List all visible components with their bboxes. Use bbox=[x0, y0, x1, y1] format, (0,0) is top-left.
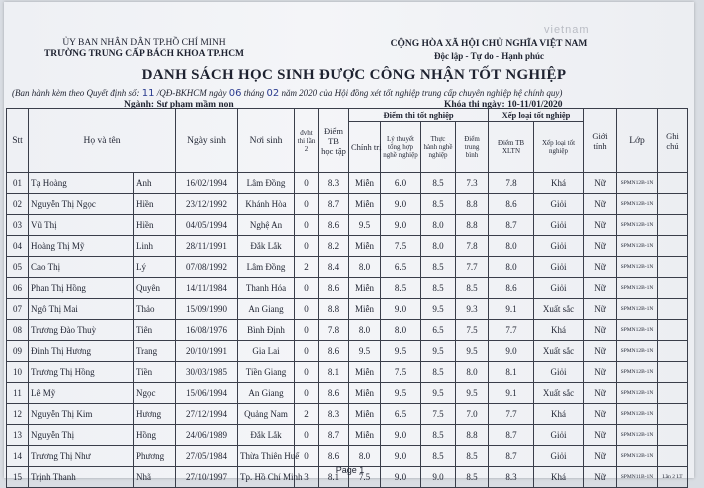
row-avg: 8.6 bbox=[319, 215, 349, 236]
row-note bbox=[658, 320, 688, 341]
row-dob: 27/12/1994 bbox=[176, 404, 238, 425]
row-exam-avg: 8.5 bbox=[456, 446, 489, 467]
row-retake: 0 bbox=[295, 362, 319, 383]
row-pob: Lâm Đồng bbox=[238, 173, 295, 194]
table-row bbox=[7, 446, 688, 467]
row-first-name: Linh bbox=[134, 236, 176, 257]
row-rank: Xuất sắc bbox=[534, 383, 584, 404]
row-politics: Miễn bbox=[349, 278, 381, 299]
row-note bbox=[658, 236, 688, 257]
col-note: Ghi chú bbox=[658, 109, 688, 173]
row-dob: 14/11/1984 bbox=[176, 278, 238, 299]
row-avg: 8.7 bbox=[319, 194, 349, 215]
row-class: SPMN12B-1N bbox=[617, 446, 658, 467]
row-practice: 9.5 bbox=[421, 299, 456, 320]
row-stt: 14 bbox=[7, 446, 29, 467]
decree-text-1: (Ban hành kèm theo Quyết định số: bbox=[12, 88, 142, 98]
row-last-name: Phan Thị Hồng bbox=[29, 278, 134, 299]
row-stt: 07 bbox=[7, 299, 29, 320]
table-row bbox=[7, 173, 688, 194]
row-xltn: 9.1 bbox=[489, 299, 534, 320]
row-exam-avg: 8.5 bbox=[456, 467, 489, 488]
row-gender: Nữ bbox=[584, 215, 617, 236]
row-practice: 8.5 bbox=[421, 257, 456, 278]
row-retake: 0 bbox=[295, 173, 319, 194]
row-avg: 8.6 bbox=[319, 383, 349, 404]
row-practice: 9.0 bbox=[421, 467, 456, 488]
row-rank: Khá bbox=[534, 404, 584, 425]
row-class: SPMN12B-1N bbox=[617, 236, 658, 257]
row-theory: 6.5 bbox=[381, 404, 421, 425]
row-avg: 7.8 bbox=[319, 320, 349, 341]
row-class: SPMN11B-1N bbox=[617, 467, 658, 488]
row-note bbox=[658, 425, 688, 446]
col-theory: Lý thuyết tổng hợp nghề nghiệp bbox=[381, 122, 421, 173]
row-theory: 9.0 bbox=[381, 194, 421, 215]
row-theory: 9.0 bbox=[381, 446, 421, 467]
row-pob: Tp. Hồ Chí Minh bbox=[238, 467, 295, 488]
motto-line: Độc lập - Tự do - Hạnh phúc bbox=[433, 51, 544, 61]
row-class: SPMN12B-1N bbox=[617, 257, 658, 278]
row-stt: 13 bbox=[7, 425, 29, 446]
row-last-name: Lê Mỹ bbox=[29, 383, 134, 404]
watermark-text: vietnam bbox=[544, 24, 590, 36]
table-row bbox=[7, 215, 688, 236]
row-gender: Nữ bbox=[584, 257, 617, 278]
row-dob: 16/08/1976 bbox=[176, 320, 238, 341]
row-avg: 8.4 bbox=[319, 257, 349, 278]
row-first-name: Hồng bbox=[134, 425, 176, 446]
table-row bbox=[7, 278, 688, 299]
row-last-name: Trịnh Thanh bbox=[29, 467, 134, 488]
row-exam-avg: 9.5 bbox=[456, 341, 489, 362]
row-politics: 8.0 bbox=[349, 257, 381, 278]
row-first-name: Hương bbox=[134, 404, 176, 425]
row-last-name: Trương Thị Như bbox=[29, 446, 134, 467]
row-first-name: Phương bbox=[134, 446, 176, 467]
col-exam-avg: Điểm trung bình bbox=[456, 122, 489, 173]
col-avg: Điểm TB học tập bbox=[319, 109, 349, 173]
row-xltn: 8.6 bbox=[489, 278, 534, 299]
row-rank: Giỏi bbox=[534, 257, 584, 278]
row-stt: 12 bbox=[7, 404, 29, 425]
row-gender: Nữ bbox=[584, 362, 617, 383]
row-politics: 7.5 bbox=[349, 467, 381, 488]
row-avg: 8.6 bbox=[319, 446, 349, 467]
row-first-name: Hiền bbox=[134, 215, 176, 236]
row-retake: 0 bbox=[295, 278, 319, 299]
row-theory: 8.5 bbox=[381, 278, 421, 299]
row-practice: 8.0 bbox=[421, 215, 456, 236]
row-politics: Miễn bbox=[349, 404, 381, 425]
row-class: SPMN12B-1N bbox=[617, 383, 658, 404]
decree-text-2: /QĐ-BKHCM ngày bbox=[154, 88, 229, 98]
row-theory: 6.0 bbox=[381, 173, 421, 194]
row-dob: 20/10/1991 bbox=[176, 341, 238, 362]
row-xltn: 8.7 bbox=[489, 446, 534, 467]
row-xltn: 7.7 bbox=[489, 404, 534, 425]
row-exam-avg: 7.0 bbox=[456, 404, 489, 425]
row-xltn: 8.7 bbox=[489, 215, 534, 236]
row-retake: 0 bbox=[295, 215, 319, 236]
row-rank: Giỏi bbox=[534, 215, 584, 236]
row-gender: Nữ bbox=[584, 236, 617, 257]
row-retake: 0 bbox=[295, 446, 319, 467]
row-pob: Nghệ An bbox=[238, 215, 295, 236]
row-dob: 23/12/1992 bbox=[176, 194, 238, 215]
row-gender: Nữ bbox=[584, 425, 617, 446]
row-last-name: Trương Thị Hồng bbox=[29, 362, 134, 383]
row-pob: Thanh Hóa bbox=[238, 278, 295, 299]
row-first-name: Hiền bbox=[134, 194, 176, 215]
row-rank: Giỏi bbox=[534, 278, 584, 299]
row-note bbox=[658, 215, 688, 236]
row-xltn: 8.6 bbox=[489, 194, 534, 215]
row-note: Lần 2 LT bbox=[658, 467, 688, 488]
row-rank: Xuất sắc bbox=[534, 341, 584, 362]
table-row bbox=[7, 341, 688, 362]
row-avg: 8.1 bbox=[319, 362, 349, 383]
row-avg: 8.8 bbox=[319, 299, 349, 320]
decree-day: 06 bbox=[228, 88, 242, 99]
row-first-name: Nhã bbox=[134, 467, 176, 488]
row-pob: Quảng Nam bbox=[238, 404, 295, 425]
row-first-name: Trang bbox=[134, 341, 176, 362]
row-practice: 8.5 bbox=[421, 425, 456, 446]
row-last-name: Tạ Hoàng bbox=[29, 173, 134, 194]
row-theory: 9.0 bbox=[381, 467, 421, 488]
row-dob: 15/09/1990 bbox=[176, 299, 238, 320]
row-note bbox=[658, 383, 688, 404]
row-theory: 9.0 bbox=[381, 425, 421, 446]
row-exam-avg: 9.5 bbox=[456, 383, 489, 404]
row-class: SPMN12B-1N bbox=[617, 362, 658, 383]
table-row bbox=[7, 320, 688, 341]
row-xltn: 7.8 bbox=[489, 173, 534, 194]
table-row bbox=[7, 257, 688, 278]
row-practice: 8.0 bbox=[421, 236, 456, 257]
table-row bbox=[7, 404, 688, 425]
row-politics: Miễn bbox=[349, 236, 381, 257]
row-avg: 8.1 bbox=[319, 467, 349, 488]
row-politics: Miễn bbox=[349, 383, 381, 404]
decree-month: 02 bbox=[266, 88, 280, 99]
row-gender: Nữ bbox=[584, 446, 617, 467]
row-theory: 9.5 bbox=[381, 383, 421, 404]
row-rank: Giỏi bbox=[534, 236, 584, 257]
row-last-name: Nguyễn Thị Ngọc bbox=[29, 194, 134, 215]
row-exam-avg: 8.5 bbox=[456, 278, 489, 299]
row-theory: 9.5 bbox=[381, 341, 421, 362]
row-note bbox=[658, 299, 688, 320]
row-retake: 0 bbox=[295, 341, 319, 362]
row-politics: Miễn bbox=[349, 425, 381, 446]
row-note bbox=[658, 278, 688, 299]
col-stt: Stt bbox=[7, 109, 29, 173]
row-retake: 0 bbox=[295, 383, 319, 404]
row-retake: 0 bbox=[295, 236, 319, 257]
row-exam-avg: 8.8 bbox=[456, 194, 489, 215]
row-rank: Khá bbox=[534, 173, 584, 194]
row-rank: Giỏi bbox=[534, 446, 584, 467]
row-last-name: Trương Đào Thuỳ bbox=[29, 320, 134, 341]
row-dob: 27/10/1997 bbox=[176, 467, 238, 488]
row-exam-avg: 7.7 bbox=[456, 257, 489, 278]
row-politics: Miễn bbox=[349, 362, 381, 383]
row-pob: Đắk Lắk bbox=[238, 236, 295, 257]
row-note bbox=[658, 173, 688, 194]
row-pob: An Giang bbox=[238, 383, 295, 404]
row-stt: 10 bbox=[7, 362, 29, 383]
row-pob: Thừa Thiên Huế bbox=[238, 446, 295, 467]
row-theory: 7.5 bbox=[381, 236, 421, 257]
row-politics: 8.0 bbox=[349, 446, 381, 467]
issuer-header bbox=[34, 38, 254, 60]
row-note bbox=[658, 194, 688, 215]
row-xltn: 8.7 bbox=[489, 425, 534, 446]
table-row bbox=[7, 194, 688, 215]
row-stt: 06 bbox=[7, 278, 29, 299]
row-class: SPMN12B-1N bbox=[617, 404, 658, 425]
major-label: Ngành: Sư phạm mầm non bbox=[124, 100, 234, 110]
row-xltn: 7.7 bbox=[489, 320, 534, 341]
row-theory: 8.0 bbox=[381, 320, 421, 341]
row-note bbox=[658, 446, 688, 467]
row-retake: 0 bbox=[295, 194, 319, 215]
row-note bbox=[658, 341, 688, 362]
row-dob: 24/06/1989 bbox=[176, 425, 238, 446]
row-first-name: Tiền bbox=[134, 362, 176, 383]
row-last-name: Ngô Thị Mai bbox=[29, 299, 134, 320]
row-stt: 09 bbox=[7, 341, 29, 362]
row-class: SPMN12B-1N bbox=[617, 194, 658, 215]
table-row bbox=[7, 299, 688, 320]
row-retake: 0 bbox=[295, 320, 319, 341]
row-gender: Nữ bbox=[584, 278, 617, 299]
row-pob: An Giang bbox=[238, 299, 295, 320]
row-pob: Gia Lai bbox=[238, 341, 295, 362]
row-gender: Nữ bbox=[584, 383, 617, 404]
row-politics: Miễn bbox=[349, 173, 381, 194]
col-gender: Giới tính bbox=[584, 109, 617, 173]
row-class: SPMN12B-1N bbox=[617, 299, 658, 320]
col-group-exam: Điểm thi tốt nghiệp bbox=[349, 109, 489, 122]
col-xltn: Điểm TB XLTN bbox=[489, 122, 534, 173]
row-retake: 2 bbox=[295, 404, 319, 425]
row-avg: 8.3 bbox=[319, 173, 349, 194]
col-group-rank: Xếp loại tốt nghiệp bbox=[489, 109, 584, 122]
row-dob: 27/05/1984 bbox=[176, 446, 238, 467]
page-number: Page 1 bbox=[335, 465, 365, 475]
row-stt: 15 bbox=[7, 467, 29, 488]
row-practice: 8.5 bbox=[421, 278, 456, 299]
row-practice: 9.5 bbox=[421, 341, 456, 362]
row-dob: 04/05/1994 bbox=[176, 215, 238, 236]
row-practice: 8.5 bbox=[421, 173, 456, 194]
row-retake: 3 bbox=[295, 467, 319, 488]
row-first-name: Quyên bbox=[134, 278, 176, 299]
row-pob: Tiền Giang bbox=[238, 362, 295, 383]
row-theory: 6.5 bbox=[381, 257, 421, 278]
row-first-name: Lý bbox=[134, 257, 176, 278]
row-gender: Nữ bbox=[584, 299, 617, 320]
row-practice: 6.5 bbox=[421, 320, 456, 341]
row-class: SPMN12B-1N bbox=[617, 278, 658, 299]
row-politics: 9.5 bbox=[349, 341, 381, 362]
row-gender: Nữ bbox=[584, 467, 617, 488]
table-row bbox=[7, 362, 688, 383]
row-practice: 7.5 bbox=[421, 404, 456, 425]
row-practice: 8.5 bbox=[421, 194, 456, 215]
row-politics: 9.5 bbox=[349, 215, 381, 236]
row-dob: 16/02/1994 bbox=[176, 173, 238, 194]
col-class: Lớp bbox=[617, 109, 658, 173]
table-row bbox=[7, 425, 688, 446]
row-stt: 05 bbox=[7, 257, 29, 278]
row-class: SPMN12B-1N bbox=[617, 173, 658, 194]
row-xltn: 8.0 bbox=[489, 236, 534, 257]
col-rank: Xếp loại tốt nghiệp bbox=[534, 122, 584, 173]
row-first-name: Anh bbox=[134, 173, 176, 194]
row-xltn: 9.1 bbox=[489, 383, 534, 404]
row-exam-avg: 7.8 bbox=[456, 236, 489, 257]
table-row bbox=[7, 383, 688, 404]
row-rank: Khá bbox=[534, 320, 584, 341]
document-title: DANH SÁCH HỌC SINH ĐƯỢC CÔNG NHẬN TỐT NGHIỆP bbox=[141, 67, 567, 83]
row-retake: 2 bbox=[295, 257, 319, 278]
row-gender: Nữ bbox=[584, 404, 617, 425]
row-xltn: 8.3 bbox=[489, 467, 534, 488]
row-dob: 15/06/1994 bbox=[176, 383, 238, 404]
col-name: Họ và tên bbox=[29, 109, 176, 173]
row-gender: Nữ bbox=[584, 320, 617, 341]
row-last-name: Hoàng Thị Mỹ bbox=[29, 236, 134, 257]
row-gender: Nữ bbox=[584, 173, 617, 194]
row-rank: Giỏi bbox=[534, 425, 584, 446]
row-exam-avg: 9.3 bbox=[456, 299, 489, 320]
row-avg: 8.6 bbox=[319, 341, 349, 362]
row-politics: Miễn bbox=[349, 299, 381, 320]
exam-date-label: Khóa thi ngày: 10-11/01/2020 bbox=[444, 100, 563, 110]
row-stt: 11 bbox=[7, 383, 29, 404]
col-retake: đvht thi lần 2 bbox=[295, 109, 319, 173]
col-dob: Ngày sinh bbox=[176, 109, 238, 173]
col-pob: Nơi sinh bbox=[238, 109, 295, 173]
row-last-name: Nguyễn Thị Kim bbox=[29, 404, 134, 425]
row-first-name: Tiên bbox=[134, 320, 176, 341]
row-practice: 8.5 bbox=[421, 362, 456, 383]
row-stt: 02 bbox=[7, 194, 29, 215]
row-pob: Lâm Đồng bbox=[238, 257, 295, 278]
row-class: SPMN12B-1N bbox=[617, 215, 658, 236]
row-politics: 8.0 bbox=[349, 320, 381, 341]
row-xltn: 8.1 bbox=[489, 362, 534, 383]
row-exam-avg: 8.8 bbox=[456, 215, 489, 236]
row-class: SPMN12B-1N bbox=[617, 341, 658, 362]
row-exam-avg: 8.0 bbox=[456, 362, 489, 383]
issuer-school: TRƯỜNG TRUNG CẤP BÁCH KHOA TP.HCM bbox=[43, 49, 245, 59]
decree-line bbox=[12, 88, 702, 99]
row-class: SPMN12B-1N bbox=[617, 425, 658, 446]
row-avg: 8.6 bbox=[319, 278, 349, 299]
row-exam-avg: 8.8 bbox=[456, 425, 489, 446]
col-practice: Thực hành nghề nghiệp bbox=[421, 122, 456, 173]
row-stt: 08 bbox=[7, 320, 29, 341]
row-stt: 04 bbox=[7, 236, 29, 257]
row-pob: Đắk Lắk bbox=[238, 425, 295, 446]
row-pob: Bình Định bbox=[238, 320, 295, 341]
table-body bbox=[7, 173, 688, 488]
col-politics: Chính trị bbox=[349, 122, 381, 173]
row-rank: Giỏi bbox=[534, 194, 584, 215]
row-avg: 8.3 bbox=[319, 404, 349, 425]
row-last-name: Nguyễn Thị bbox=[29, 425, 134, 446]
row-gender: Nữ bbox=[584, 194, 617, 215]
row-dob: 28/11/1991 bbox=[176, 236, 238, 257]
decree-text-4: năm 2020 của Hội đồng xét tốt nghiệp trung cấp chuyên nghiệp hệ chính quy) bbox=[279, 88, 563, 98]
row-last-name: Cao Thị bbox=[29, 257, 134, 278]
row-exam-avg: 7.3 bbox=[456, 173, 489, 194]
row-practice: 8.5 bbox=[421, 446, 456, 467]
issuer-authority: ỦY BAN NHÂN DÂN TP.HỒ CHÍ MINH bbox=[62, 38, 226, 48]
row-rank: Khá bbox=[534, 467, 584, 488]
row-rank: Xuất sắc bbox=[534, 299, 584, 320]
row-class: SPMN12B-1N bbox=[617, 320, 658, 341]
row-practice: 9.5 bbox=[421, 383, 456, 404]
row-avg: 8.7 bbox=[319, 425, 349, 446]
row-last-name: Vũ Thị bbox=[29, 215, 134, 236]
row-gender: Nữ bbox=[584, 341, 617, 362]
row-retake: 0 bbox=[295, 299, 319, 320]
row-note bbox=[658, 404, 688, 425]
row-xltn: 9.0 bbox=[489, 341, 534, 362]
row-retake: 0 bbox=[295, 425, 319, 446]
row-xltn: 8.0 bbox=[489, 257, 534, 278]
row-avg: 8.2 bbox=[319, 236, 349, 257]
row-note bbox=[658, 257, 688, 278]
row-theory: 9.0 bbox=[381, 215, 421, 236]
row-theory: 9.0 bbox=[381, 299, 421, 320]
row-pob: Khánh Hòa bbox=[238, 194, 295, 215]
decree-text-3: tháng bbox=[241, 88, 267, 98]
country-name: CỘNG HÒA XÃ HỘI CHỦ NGHĨA VIỆT NAM bbox=[390, 39, 588, 49]
row-last-name: Đinh Thị Hương bbox=[29, 341, 134, 362]
decree-number: 11 bbox=[141, 88, 155, 99]
row-dob: 30/03/1985 bbox=[176, 362, 238, 383]
row-first-name: Ngọc bbox=[134, 383, 176, 404]
row-note bbox=[658, 362, 688, 383]
row-stt: 01 bbox=[7, 173, 29, 194]
row-exam-avg: 7.5 bbox=[456, 320, 489, 341]
row-theory: 7.5 bbox=[381, 362, 421, 383]
table-row bbox=[7, 236, 688, 257]
row-politics: Miễn bbox=[349, 194, 381, 215]
national-motto bbox=[369, 38, 609, 62]
graduates-table bbox=[6, 108, 688, 488]
row-rank: Giỏi bbox=[534, 362, 584, 383]
row-first-name: Thảo bbox=[134, 299, 176, 320]
row-stt: 03 bbox=[7, 215, 29, 236]
row-dob: 07/08/1992 bbox=[176, 257, 238, 278]
